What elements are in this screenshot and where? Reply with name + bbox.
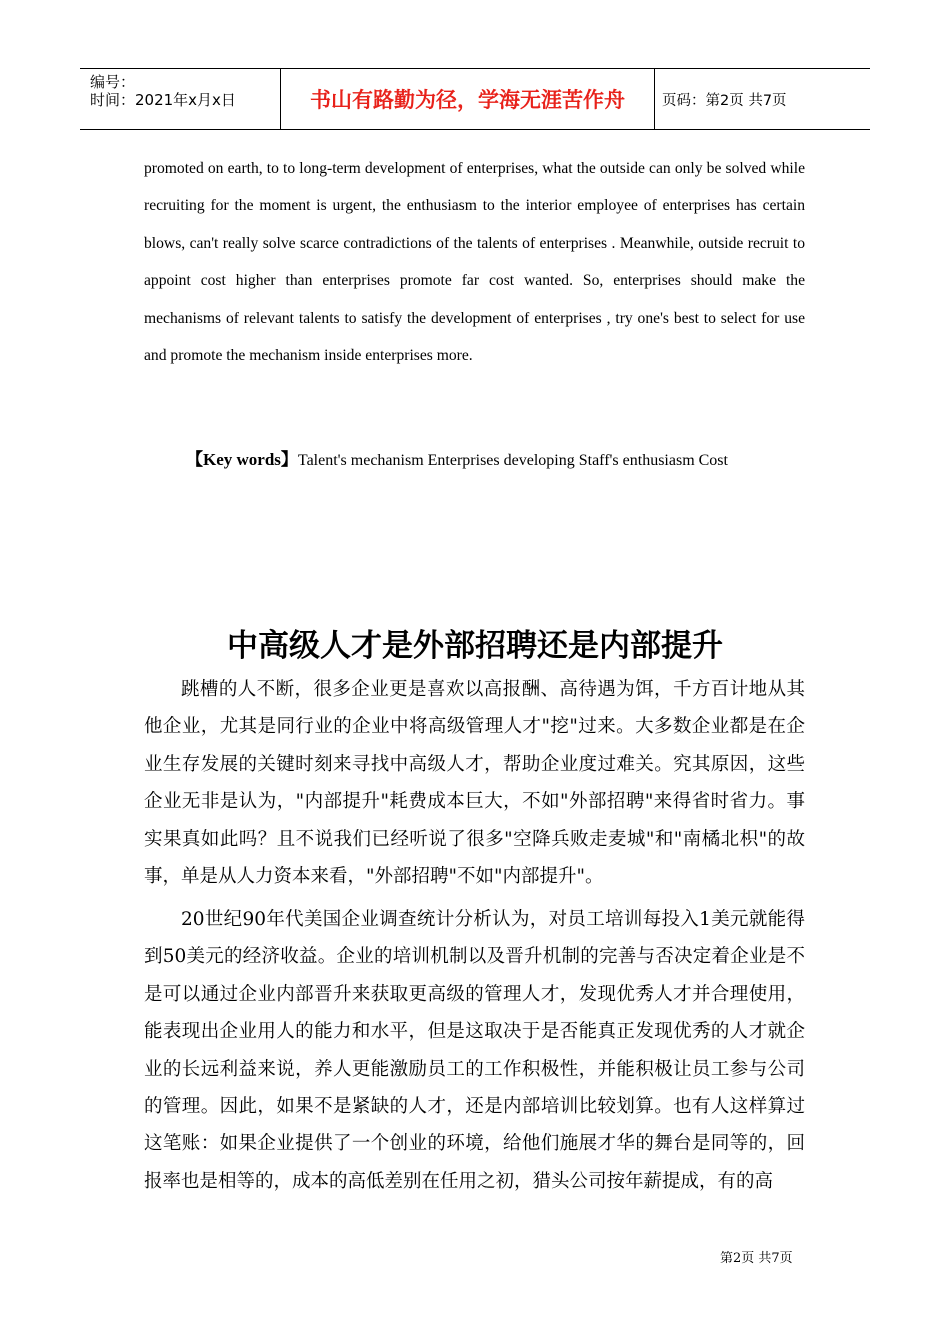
header-motto: 书山有路勤为径，学海无涯苦作舟 [281, 69, 655, 129]
header-table [80, 68, 870, 130]
header-meta-cell [80, 69, 281, 129]
header-page-code: 页码：第2页 共7页 [662, 92, 787, 109]
page-footer: 第2页 共7页 [720, 1251, 793, 1266]
article-paragraph: 跳槽的人不断，很多企业更是喜欢以高报酬、高待遇为饵，千方百计地从其他企业，尤其是同行业的企业中将高级管理人才"挖"过来。大多数企业都是在企业生存发展的关键时刻来寻找中高级人才，帮助企业度过难关。究其原因，这些企业无非是认为，"内部提升"耗费成本巨大，不如"外部招聘"来得省时省力。事实果真如此吗？且不说我们已经听说了很多"空降兵败走麦城"和"南橘北枳"的故事，单是从人力资本来看，"外部招聘"不如"内部提升"。 [144, 679, 805, 888]
article-paragraph: 20世纪90年代美国企业调查统计分析认为，对员工培训每投入1美元就能得到50美元的经济收益。企业的培训机制以及晋升机制的完善与否决定着企业是不是可以通过企业内部晋升来获取更高级的管理人才，发现优秀人才并合理使用，能表现出企业用人的能力和水平，但是这取决于是否能真正发现优秀的人才就企业的长远利益来说，养人更能激励员工的工作积极性，并能积极让员工参与公司的管理。因此，如果不是紧缺的人才，还是内部培训比较划算。也有人这样算过这笔账：如果企业提供了一个创业的环境，给他们施展才华的舞台是同等的，回报率也是相等的，成本的高低差别在任用之初，猎头公司按年薪提成，有的高 [144, 909, 805, 1192]
time-label: 时间：2021年x月x日 [90, 91, 236, 109]
keywords-label: 【Key words】 [186, 450, 298, 469]
serial-label: 编号： [90, 73, 136, 91]
english-abstract: promoted on earth, to to long-term development of enterprises, what the outside can only be solved while recruiting for the moment is urgent, the enthusiasm to the interior employee of enterprises has certain blows, can't really solve scarce contradictions of the talents of enterprises . Meanwhile, outside recruit to appoint cost higher than enterprises promote far cost wanted. So, enterprises should make the mechanisms of relevant talents to satisfy the development of enterprises , try one's best to select for use and promote the mechanism inside enterprises more. [144, 160, 805, 365]
keywords-line [186, 445, 826, 470]
keywords-text: Talent's mechanism Enterprises developing Staff's enthusiasm Cost [297, 452, 728, 469]
article-title: 中高级人才是外部招聘还是内部提升 [227, 628, 723, 664]
